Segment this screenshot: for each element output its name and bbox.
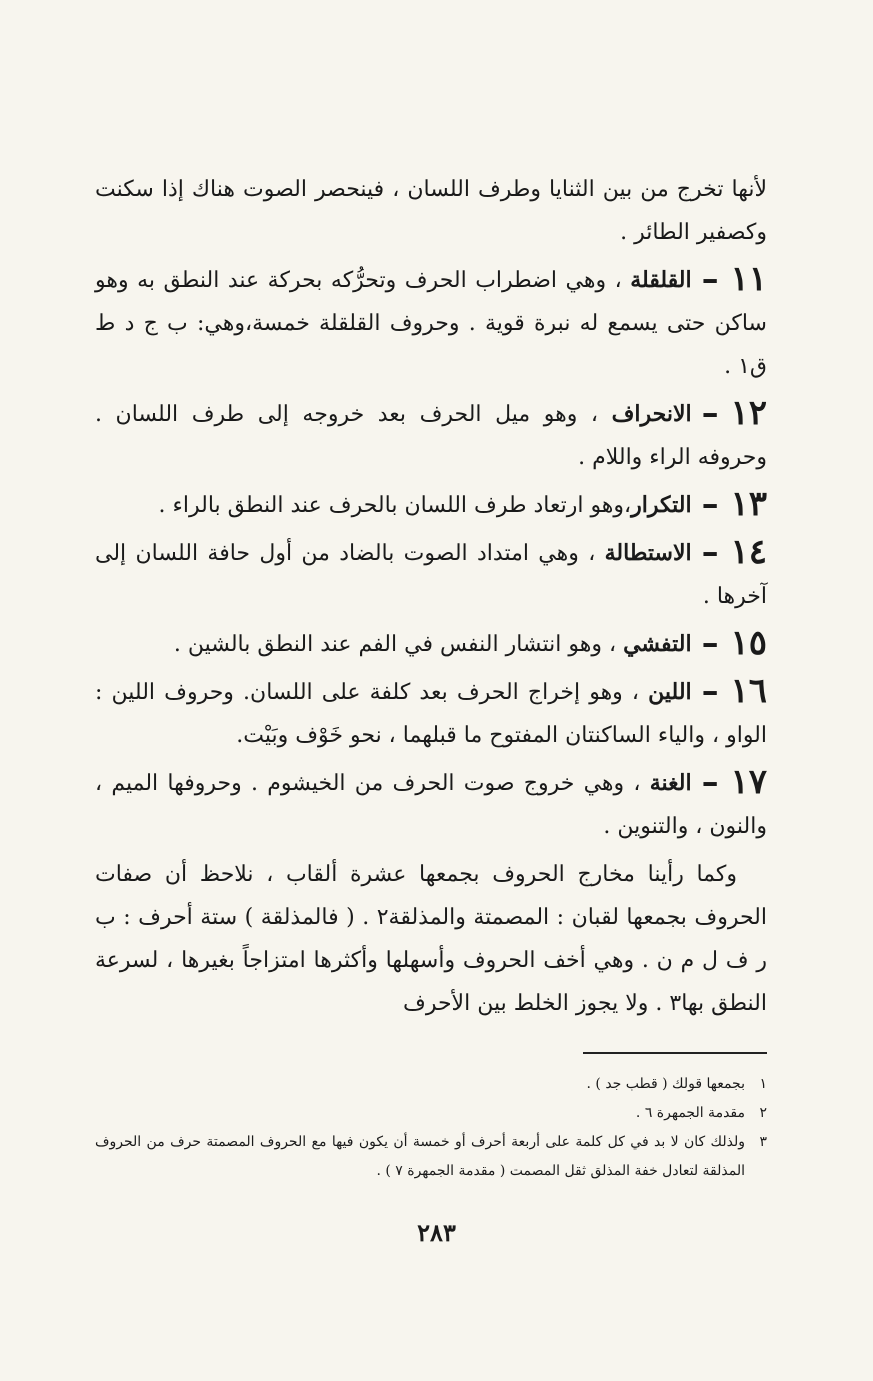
item-term: القلقلة bbox=[630, 267, 692, 293]
footnote-text: ولذلك كان لا بد في كل كلمة على أربعة أحرف أو خمسة أن يكون فيها مع الحروف المصمتة حرف من الحروف المذلقة لتعادل خفة المذلق ثقل المصمت ( مقدمة الجمهرة ٧ ) . bbox=[95, 1134, 745, 1179]
paragraph-inhiraf bbox=[95, 393, 767, 479]
item-term: الاستطالة bbox=[604, 540, 692, 566]
footnote-number: ١ bbox=[759, 1076, 767, 1092]
item-term: التكرار bbox=[631, 492, 692, 518]
paragraph-summary bbox=[95, 853, 767, 1025]
paragraph-text: ،وهو ارتعاد طرف اللسان بالحرف عند النطق بالراء . bbox=[158, 493, 632, 518]
item-term: الانحراف bbox=[611, 401, 692, 427]
paragraph-text: ، وهي اضطراب الحرف وتحرُّكه بحركة عند النطق به وهو ساكن حتى يسمع له نبرة قوية . وحروف القلقلة خمسة،وهي: ب ج د ط ق١ . bbox=[95, 268, 767, 379]
footnote-text: مقدمة الجمهرة ٦ . bbox=[635, 1105, 745, 1121]
item-term: التفشي bbox=[623, 631, 692, 657]
paragraph-text: لأنها تخرج من بين الثنايا وطرف اللسان ، فينحصر الصوت هناك إذا سكنت وكصفير الطائر . bbox=[95, 177, 767, 245]
item-number: ١٤ – bbox=[701, 532, 767, 572]
paragraph-text: ، وهي خروج صوت الحرف من الخيشوم . وحروفها الميم ، والنون ، والتنوين . bbox=[95, 771, 767, 839]
item-term: الغنة bbox=[649, 770, 692, 796]
paragraph-text: ، وهو إخراج الحرف بعد كلفة على اللسان. وحروف اللين : الواو ، والياء الساكنتان المفتوح ما قبلهما ، نحو خَوْف وبَيْت. bbox=[95, 680, 767, 748]
item-number: ١٥ – bbox=[701, 623, 767, 663]
paragraph-text: ، وهو انتشار النفس في الفم عند النطق بالشين . bbox=[173, 632, 624, 657]
page-number: ٢٨٣ bbox=[417, 1218, 456, 1247]
footnote-text: بجمعها قولك ( قطب جد ) . bbox=[586, 1076, 745, 1092]
footnote bbox=[95, 1099, 767, 1128]
paragraph-ghunna bbox=[95, 762, 767, 848]
item-number: ١٧ – bbox=[701, 762, 767, 802]
footnotes bbox=[95, 1070, 767, 1186]
paragraph-istitala bbox=[95, 532, 767, 618]
item-term: اللين bbox=[648, 679, 692, 705]
footnote-number: ٣ bbox=[759, 1134, 767, 1150]
footnote bbox=[95, 1128, 767, 1186]
footnote bbox=[95, 1070, 767, 1099]
item-number: ١٦ – bbox=[701, 671, 768, 711]
paragraph-lin bbox=[95, 671, 767, 757]
footnote-separator bbox=[583, 1052, 767, 1054]
paragraph-intro bbox=[95, 168, 767, 254]
item-number: ١١ – bbox=[701, 259, 767, 299]
paragraph-text: وكما رأينا مخارج الحروف بجمعها عشرة ألقاب ، نلاحظ أن صفات الحروف بجمعها لقبان : المصمتة والمذلقة٢ . ( فالمذلقة ) ستة أحرف : ب ر ف ل م ن . وهي أخف الحروف وأسهلها وأكثرها امتزاجاً بغيرها ، لسرعة النطق بها٣ . ولا يجوز الخلط بين الأحرف bbox=[95, 862, 767, 1016]
item-number: ١٢ – bbox=[701, 393, 767, 433]
footnote-number: ٢ bbox=[759, 1105, 767, 1121]
paragraph-text: ، وهي امتداد الصوت بالضاد من أول حافة اللسان إلى آخرها . bbox=[95, 541, 767, 609]
paragraph-qalqala bbox=[95, 259, 767, 388]
paragraph-text: ، وهو ميل الحرف بعد خروجه إلى طرف اللسان . وحروفه الراء واللام . bbox=[95, 402, 767, 470]
item-number: ١٣ – bbox=[701, 484, 767, 524]
main-text bbox=[95, 168, 767, 1030]
paragraph-takrar bbox=[95, 484, 767, 527]
paragraph-tafashshi bbox=[95, 623, 767, 666]
